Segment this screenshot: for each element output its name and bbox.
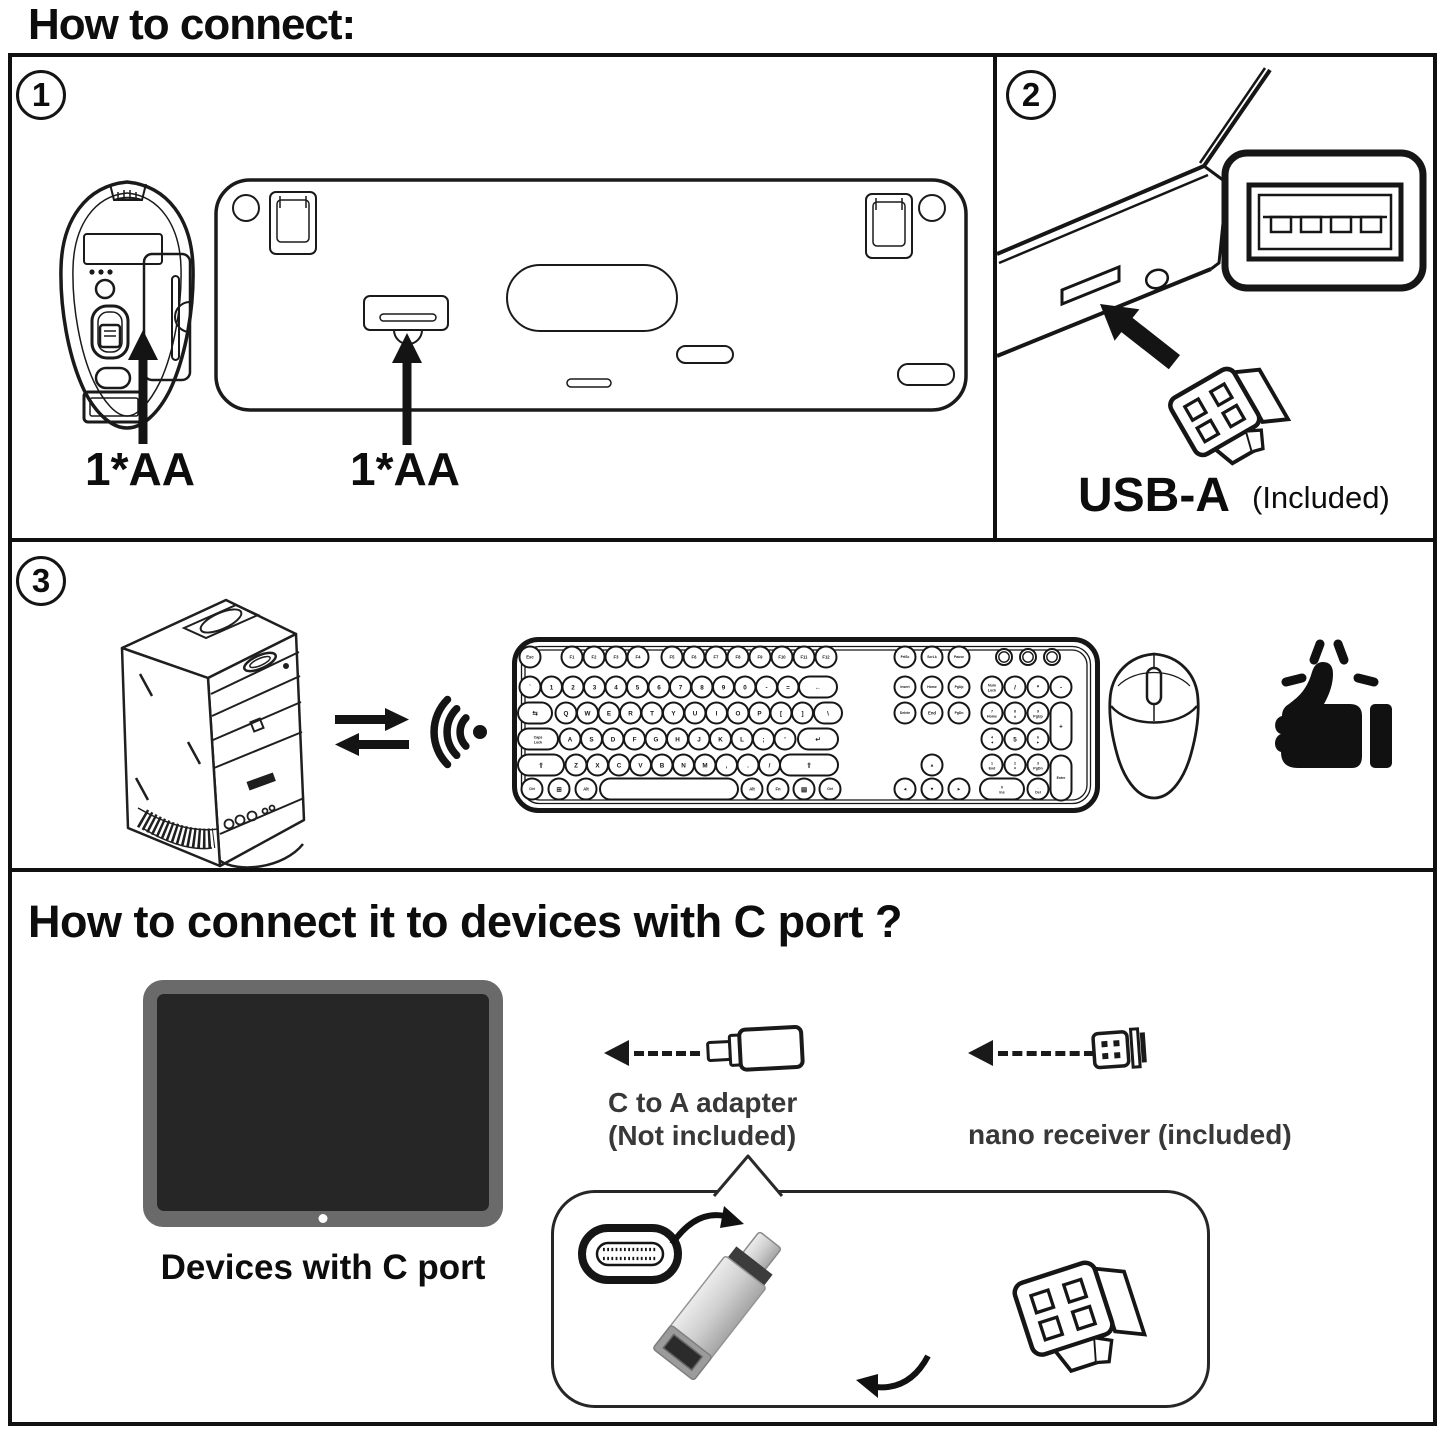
- battery-arrow-icon: [128, 330, 158, 444]
- svg-text:F: F: [632, 736, 637, 744]
- svg-text:Ctrl: Ctrl: [827, 787, 833, 792]
- svg-text:*: *: [1036, 684, 1040, 692]
- svg-text:Q: Q: [563, 710, 569, 718]
- keyboard-top-illustration: [512, 637, 1100, 813]
- svg-text:O: O: [735, 710, 741, 718]
- svg-text:N: N: [681, 762, 686, 770]
- svg-text:S: S: [589, 736, 594, 744]
- step-2-badge: 2: [1006, 70, 1056, 120]
- svg-text:4: 4: [614, 684, 618, 692]
- svg-text:◄: ◄: [902, 786, 908, 792]
- svg-text:Caps: Caps: [533, 735, 543, 740]
- usb-a-port-zoom: [1225, 153, 1423, 288]
- svg-text:E: E: [606, 710, 612, 718]
- step-1-badge: 1: [16, 70, 66, 120]
- svg-text:F2: F2: [591, 654, 597, 660]
- sync-arrows-icon: [333, 706, 411, 758]
- svg-text:7: 7: [678, 684, 683, 692]
- svg-text:H: H: [675, 736, 680, 744]
- svg-text:=: =: [786, 684, 790, 692]
- svg-text:Esc: Esc: [526, 654, 534, 660]
- svg-text:R: R: [628, 710, 633, 718]
- svg-text:Num: Num: [988, 683, 996, 688]
- svg-text:F4: F4: [635, 654, 641, 660]
- callout-pointer: [706, 1152, 790, 1196]
- svg-text:▤: ▤: [801, 786, 807, 794]
- svg-text:1: 1: [549, 684, 554, 692]
- svg-text:0: 0: [1001, 785, 1003, 790]
- svg-text:F9: F9: [757, 654, 763, 660]
- svg-text:◄: ◄: [990, 740, 994, 745]
- rotate-arrow-icon: [856, 1356, 928, 1398]
- svg-text:Ctrl: Ctrl: [529, 787, 535, 792]
- svg-text:0: 0: [743, 684, 747, 692]
- svg-text:V: V: [638, 762, 643, 770]
- svg-text:P: P: [757, 710, 762, 718]
- svg-text:▲: ▲: [1013, 714, 1017, 719]
- usb-c-port-icon: [582, 1228, 678, 1280]
- svg-text:5: 5: [635, 684, 640, 692]
- svg-text:PgUp: PgUp: [1033, 714, 1043, 719]
- rotate-arrow-icon: [672, 1206, 744, 1244]
- svg-text:Y: Y: [671, 710, 676, 718]
- page-title: How to connect:: [28, 0, 356, 49]
- svg-text:Alt: Alt: [583, 786, 589, 792]
- svg-text:]: ]: [801, 710, 804, 718]
- divider-horizontal-1: [8, 538, 1437, 542]
- svg-text:Ins: Ins: [999, 790, 1005, 795]
- svg-text:End: End: [988, 766, 996, 771]
- svg-text:4: 4: [991, 735, 993, 740]
- wireless-signal-icon: [424, 690, 496, 774]
- svg-text:⊞: ⊞: [556, 786, 562, 794]
- svg-text:Alt: Alt: [749, 786, 755, 792]
- plug-in-arrow-icon: [1100, 304, 1180, 369]
- svg-text:M: M: [702, 762, 708, 770]
- svg-text:[: [: [779, 710, 783, 718]
- svg-text:F7: F7: [713, 654, 719, 660]
- svg-text:PgDn: PgDn: [954, 711, 964, 716]
- svg-text:-: -: [1059, 684, 1063, 692]
- svg-text:►: ►: [1036, 740, 1040, 745]
- svg-text:F12: F12: [822, 654, 830, 660]
- svg-text:C: C: [616, 762, 622, 770]
- svg-text:/: /: [1014, 684, 1016, 692]
- svg-text:8: 8: [1014, 709, 1016, 714]
- svg-text:.: .: [747, 762, 749, 770]
- section-c-title: How to connect it to devices with C port ?: [28, 896, 903, 947]
- mouse-top-illustration: [1099, 650, 1209, 802]
- svg-text:▼: ▼: [929, 786, 935, 792]
- svg-text:PrtSc: PrtSc: [900, 655, 910, 660]
- svg-text:`: `: [528, 684, 532, 692]
- thumbs-up-icon: [1258, 638, 1398, 783]
- usb-port-illustration: [997, 57, 1433, 469]
- svg-text:Lock: Lock: [533, 740, 543, 745]
- mouse-battery-label: 1*AA: [85, 443, 195, 495]
- nano-receiver-drawing: [1167, 354, 1295, 479]
- c-to-a-adapter-icon: [706, 1024, 810, 1076]
- svg-text:Pause: Pause: [954, 655, 964, 660]
- svg-text:X: X: [595, 762, 600, 770]
- svg-text:Delete: Delete: [899, 711, 911, 716]
- svg-text:3: 3: [1037, 761, 1039, 766]
- svg-text:5: 5: [1013, 736, 1017, 744]
- keyboard-bottom-illustration: [214, 178, 968, 412]
- svg-text:T: T: [650, 710, 654, 718]
- pc-tower-illustration: [88, 582, 318, 860]
- svg-text:PgUp: PgUp: [954, 685, 964, 690]
- svg-text:6: 6: [1037, 735, 1039, 740]
- adapter-label: C to A adapter (Not included): [608, 1087, 798, 1151]
- svg-text:8: 8: [700, 684, 704, 692]
- svg-text:\: \: [827, 710, 829, 718]
- divider-horizontal-2: [8, 868, 1437, 872]
- svg-text:⇆: ⇆: [532, 710, 538, 718]
- svg-text:F5: F5: [669, 654, 675, 660]
- svg-text:Fn: Fn: [775, 786, 781, 792]
- svg-text:6: 6: [657, 684, 661, 692]
- svg-text:⇧: ⇧: [538, 762, 544, 770]
- svg-text:F1: F1: [569, 654, 575, 660]
- svg-text:9: 9: [1037, 709, 1039, 714]
- nano-receiver-icon: [1092, 1026, 1150, 1076]
- receiver-direction-arrow-icon: [968, 1040, 1094, 1066]
- svg-text:Insert: Insert: [900, 685, 910, 690]
- svg-text:U: U: [692, 710, 698, 718]
- svg-text:7: 7: [991, 709, 993, 714]
- svg-text:W: W: [584, 710, 591, 718]
- svg-text:+: +: [1059, 723, 1063, 731]
- svg-text:▼: ▼: [1013, 766, 1017, 771]
- usb-a-note: (Included): [1252, 480, 1390, 515]
- svg-text:2: 2: [571, 684, 575, 692]
- svg-text:F8: F8: [735, 654, 741, 660]
- svg-text:-: -: [765, 684, 768, 692]
- svg-text:ScrLk: ScrLk: [927, 655, 937, 660]
- usb-a-label: USB-A: [1078, 469, 1230, 522]
- svg-text:Del: Del: [1035, 790, 1041, 795]
- svg-text:G: G: [653, 736, 659, 744]
- tablet-home-button: [319, 1214, 328, 1223]
- svg-text:/: /: [768, 762, 771, 770]
- c-port-adapter-detail: [560, 1198, 1205, 1401]
- svg-text:F11: F11: [800, 654, 808, 660]
- svg-text:Home: Home: [987, 714, 997, 719]
- mouse-bottom-illustration: [48, 176, 206, 434]
- battery-arrow-icon: [392, 333, 422, 445]
- nano-receiver-drawing: [1012, 1252, 1149, 1383]
- svg-text:End: End: [928, 710, 936, 716]
- svg-text:↵: ↵: [815, 736, 821, 744]
- svg-text:►: ►: [956, 786, 962, 792]
- tablet-screen: [157, 994, 489, 1211]
- svg-text:▲: ▲: [929, 762, 935, 768]
- svg-text:PgDn: PgDn: [1033, 766, 1043, 771]
- svg-text:9: 9: [721, 684, 726, 692]
- svg-text:Home: Home: [927, 685, 937, 690]
- keyboard-battery-label: 1*AA: [350, 443, 460, 495]
- tablet-label: Devices with C port: [160, 1248, 486, 1287]
- svg-text:': ': [784, 736, 786, 744]
- svg-text:J: J: [697, 736, 701, 744]
- svg-text:Lock: Lock: [987, 688, 997, 693]
- svg-text:⇧: ⇧: [806, 762, 812, 770]
- svg-text:Enter: Enter: [1056, 776, 1066, 781]
- svg-text:A: A: [567, 736, 573, 744]
- step-3-badge: 3: [16, 556, 66, 606]
- svg-text:D: D: [610, 736, 616, 744]
- svg-text:Z: Z: [574, 762, 578, 770]
- svg-text:.: .: [1037, 785, 1039, 790]
- svg-text:;: ;: [762, 736, 765, 744]
- receiver-label: nano receiver (included): [968, 1119, 1292, 1150]
- svg-text:F10: F10: [778, 654, 786, 660]
- svg-text:F3: F3: [613, 654, 619, 660]
- svg-text:L: L: [740, 736, 744, 744]
- svg-text:,: ,: [725, 762, 728, 770]
- svg-text:1: 1: [991, 761, 993, 766]
- svg-text:B: B: [659, 762, 665, 770]
- divider-vertical: [993, 53, 997, 542]
- svg-text:F6: F6: [691, 654, 697, 660]
- svg-text:K: K: [718, 736, 723, 744]
- svg-text:3: 3: [592, 684, 597, 692]
- svg-text:2: 2: [1014, 761, 1016, 766]
- svg-text:I: I: [715, 710, 718, 718]
- svg-text:←: ←: [814, 684, 822, 692]
- tablet-illustration: [143, 980, 503, 1227]
- adapter-direction-arrow-icon: [604, 1040, 700, 1066]
